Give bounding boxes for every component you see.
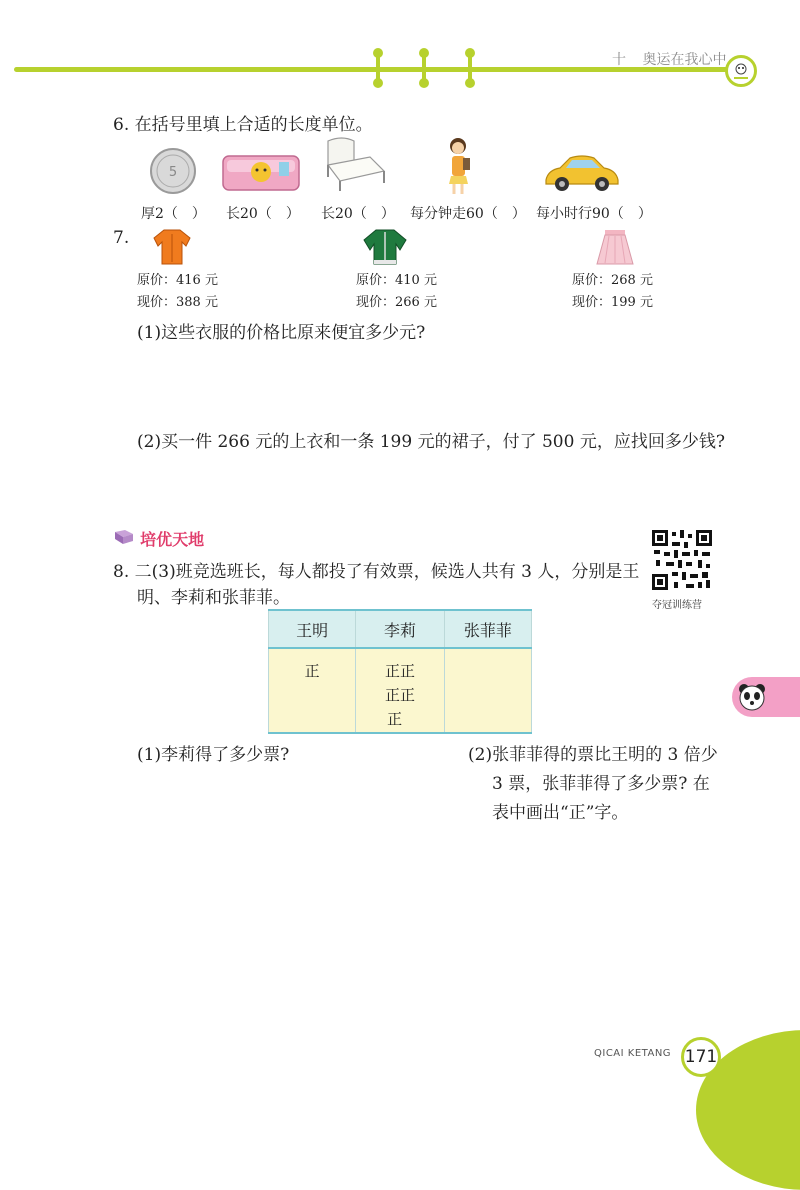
tally-wangming: 正 (269, 648, 356, 733)
panda-side-tab (732, 677, 800, 717)
q8-text-line1: 8. 二(3)班竞选班长，每人都投了有效票，候选人共有 3 人，分别是王 (113, 562, 640, 582)
q6-item-girl: 每分钟走60（ ） (410, 206, 526, 222)
page-number: 171 (684, 1047, 718, 1067)
chapter-heading (612, 49, 726, 69)
q7-subquestion-1: (1)这些衣服的价格比原来便宜多少元? (137, 323, 426, 343)
orange-jacket-icon (152, 228, 192, 270)
q6-item-car: 每小时行90（ ） (536, 206, 652, 222)
q8-subquestion-2-line1: (2)张菲菲得的票比王明的 3 倍少 (468, 745, 718, 765)
car-icon (542, 150, 620, 198)
qr-caption: 夺冠训练营 (652, 600, 702, 611)
green-jacket-icon (362, 228, 408, 270)
q7-green-original: 原价：410 元 (356, 273, 437, 288)
chapter-title: 奥运在我心中 (642, 52, 727, 68)
vote-table (268, 609, 532, 734)
q8-subquestion-1: (1)李莉得了多少票? (137, 745, 290, 765)
q7-skirt-original: 原价：268 元 (572, 273, 653, 288)
vote-table-header (269, 610, 532, 648)
section-title: 培优天地 (140, 530, 205, 549)
q6-item-bed: 长20（ ） (321, 206, 395, 222)
bed-icon (322, 135, 388, 197)
q8-subquestion-2-line2: 3 票，张菲菲得了多少票? 在 (492, 774, 710, 794)
coin-icon (150, 148, 196, 198)
q7-orange-current: 现价：388 元 (137, 295, 218, 310)
q7-subquestion-2: (2)买一件 266 元的上衣和一条 199 元的裙子，付了 500 元，应找回多少钱? (137, 432, 725, 452)
q7-green-current: 现价：266 元 (356, 295, 437, 310)
svg-text:5: 5 (168, 165, 178, 180)
q8-text-line2: 明、李莉和张菲菲。 (137, 588, 290, 608)
header-zhangfeifei: 张菲菲 (444, 610, 531, 648)
q8-subquestion-2-line3: 表中画出“正”字。 (492, 803, 629, 823)
q7-number: 7. (113, 228, 130, 248)
mascot-icon (725, 55, 757, 87)
pink-skirt-icon (595, 228, 635, 270)
footer-brand: QICAI KETANG (594, 1048, 672, 1059)
q6-item-pencil-box: 长20（ ） (226, 206, 300, 222)
book-icon (113, 529, 135, 549)
header-wangming: 王明 (269, 610, 356, 648)
vote-table-row (269, 648, 532, 733)
q7-skirt-current: 现价：199 元 (572, 295, 653, 310)
q7-orange-original: 原价：416 元 (137, 273, 218, 288)
header-lili: 李莉 (356, 610, 445, 648)
page-number-badge (681, 1037, 721, 1077)
q6-item-coin: 厚2（ ） (141, 206, 206, 222)
tally-lili: 正正 正正 正 (356, 648, 445, 733)
section-heading (113, 527, 204, 550)
girl-icon (444, 136, 474, 202)
header-pins (370, 48, 480, 88)
pencil-box-icon (221, 150, 301, 198)
panda-icon (736, 681, 768, 717)
tally-zhangfeifei (444, 648, 531, 733)
chapter-number: 十 (612, 52, 626, 68)
q6-prompt: 6. 在括号里填上合适的长度单位。 (113, 115, 373, 135)
qr-code-icon[interactable] (650, 528, 714, 596)
